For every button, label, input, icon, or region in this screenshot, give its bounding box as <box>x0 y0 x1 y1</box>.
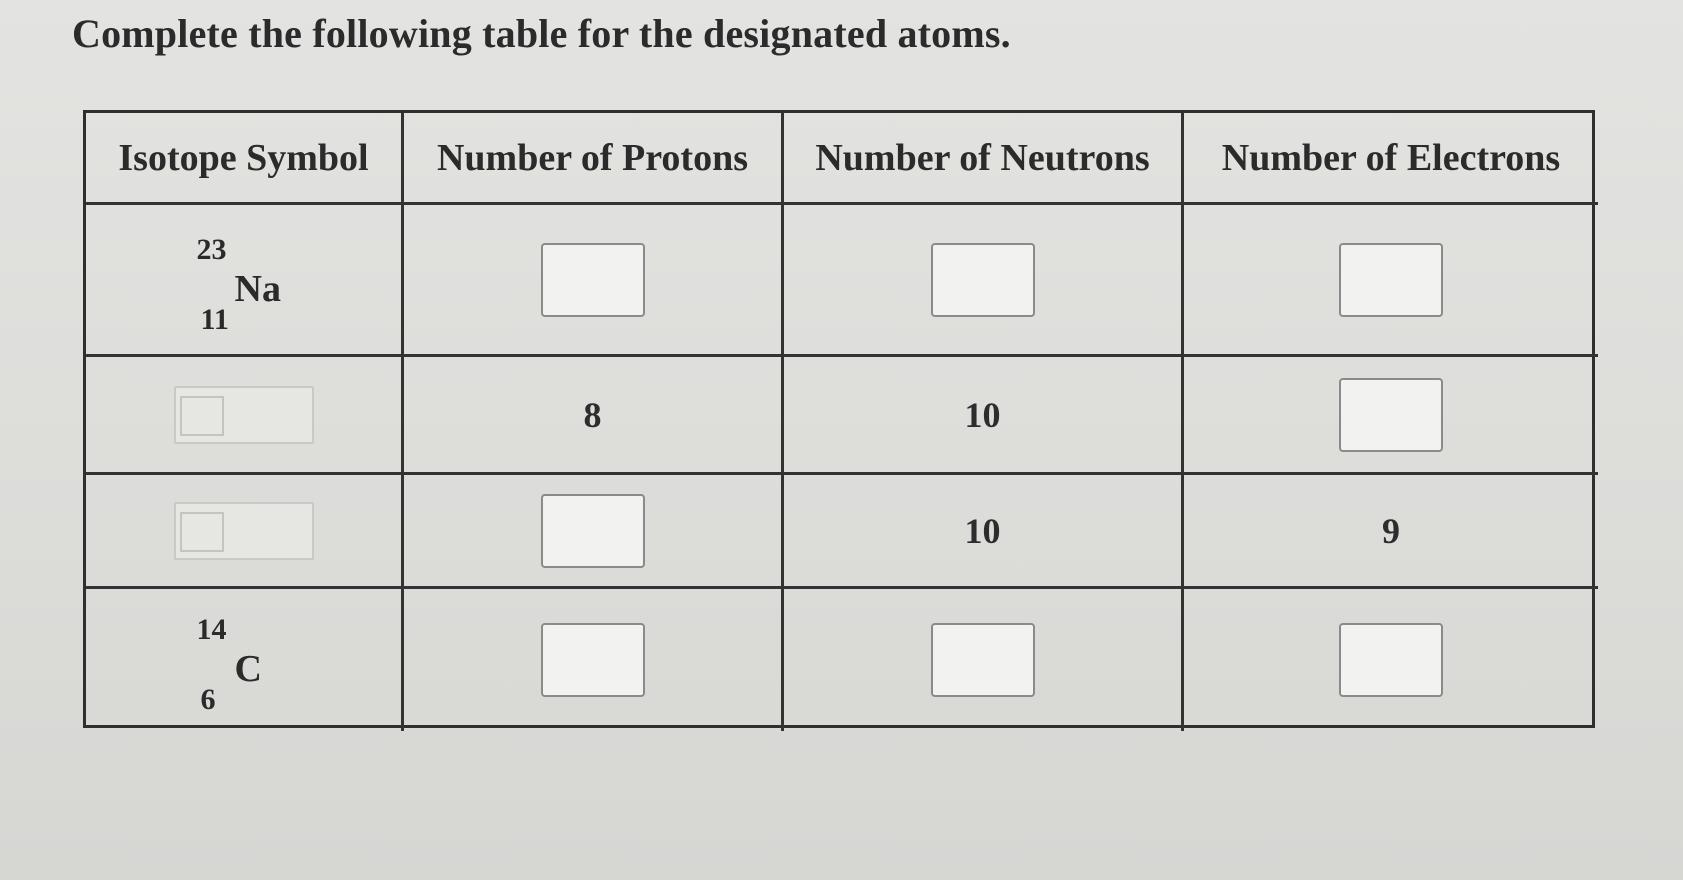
element-symbol-input[interactable] <box>180 512 224 552</box>
electrons-answer-box[interactable] <box>1339 623 1443 697</box>
element-symbol: C <box>234 648 262 690</box>
protons-answer-box[interactable] <box>541 243 645 317</box>
neutrons-cell <box>784 205 1184 357</box>
mass-number: 23 <box>196 232 227 266</box>
header-isotope-symbol <box>86 113 404 205</box>
electrons-cell <box>1184 589 1598 731</box>
neutrons-cell <box>784 589 1184 731</box>
isotope-symbol-input[interactable] <box>174 502 314 560</box>
protons-value: 8 <box>583 394 602 435</box>
electrons-value: 9 <box>1382 510 1400 551</box>
protons-cell <box>404 357 784 475</box>
header-electrons <box>1184 113 1598 205</box>
isotope-symbol <box>189 605 299 715</box>
isotope-cell <box>86 589 404 731</box>
page-title: Complete the following table for the designated atoms. <box>72 11 1011 56</box>
mass-number: 14 <box>196 613 227 646</box>
element-symbol: Na <box>234 267 281 310</box>
header-label: Isotope Symbol <box>118 136 369 179</box>
neutrons-value: 10 <box>964 394 1001 435</box>
header-neutrons <box>784 113 1184 205</box>
protons-cell <box>404 205 784 357</box>
atomic-number: 6 <box>200 683 216 716</box>
protons-answer-box[interactable] <box>541 623 645 697</box>
neutrons-answer-box[interactable] <box>931 243 1035 317</box>
electrons-answer-box[interactable] <box>1339 243 1443 317</box>
neutrons-value: 10 <box>964 510 1001 551</box>
electrons-answer-box[interactable] <box>1339 378 1443 452</box>
atomic-number: 11 <box>200 302 229 336</box>
element-symbol-input[interactable] <box>180 396 224 436</box>
electrons-cell <box>1184 475 1598 589</box>
header-protons <box>404 113 784 205</box>
isotope-table <box>83 110 1595 728</box>
protons-cell <box>404 589 784 731</box>
isotope-cell <box>86 475 404 589</box>
isotope-symbol <box>189 225 299 335</box>
isotope-symbol-input[interactable] <box>174 386 314 444</box>
neutrons-answer-box[interactable] <box>931 623 1035 697</box>
electrons-cell <box>1184 357 1598 475</box>
header-label: Number of Protons <box>436 136 749 179</box>
protons-cell <box>404 475 784 589</box>
protons-answer-box[interactable] <box>541 494 645 568</box>
electrons-cell <box>1184 205 1598 357</box>
neutrons-cell <box>784 475 1184 589</box>
header-label: Number of Electrons <box>1221 136 1561 179</box>
neutrons-cell <box>784 357 1184 475</box>
header-label: Number of Neutrons <box>815 136 1150 179</box>
isotope-cell <box>86 357 404 475</box>
isotope-cell <box>86 205 404 357</box>
